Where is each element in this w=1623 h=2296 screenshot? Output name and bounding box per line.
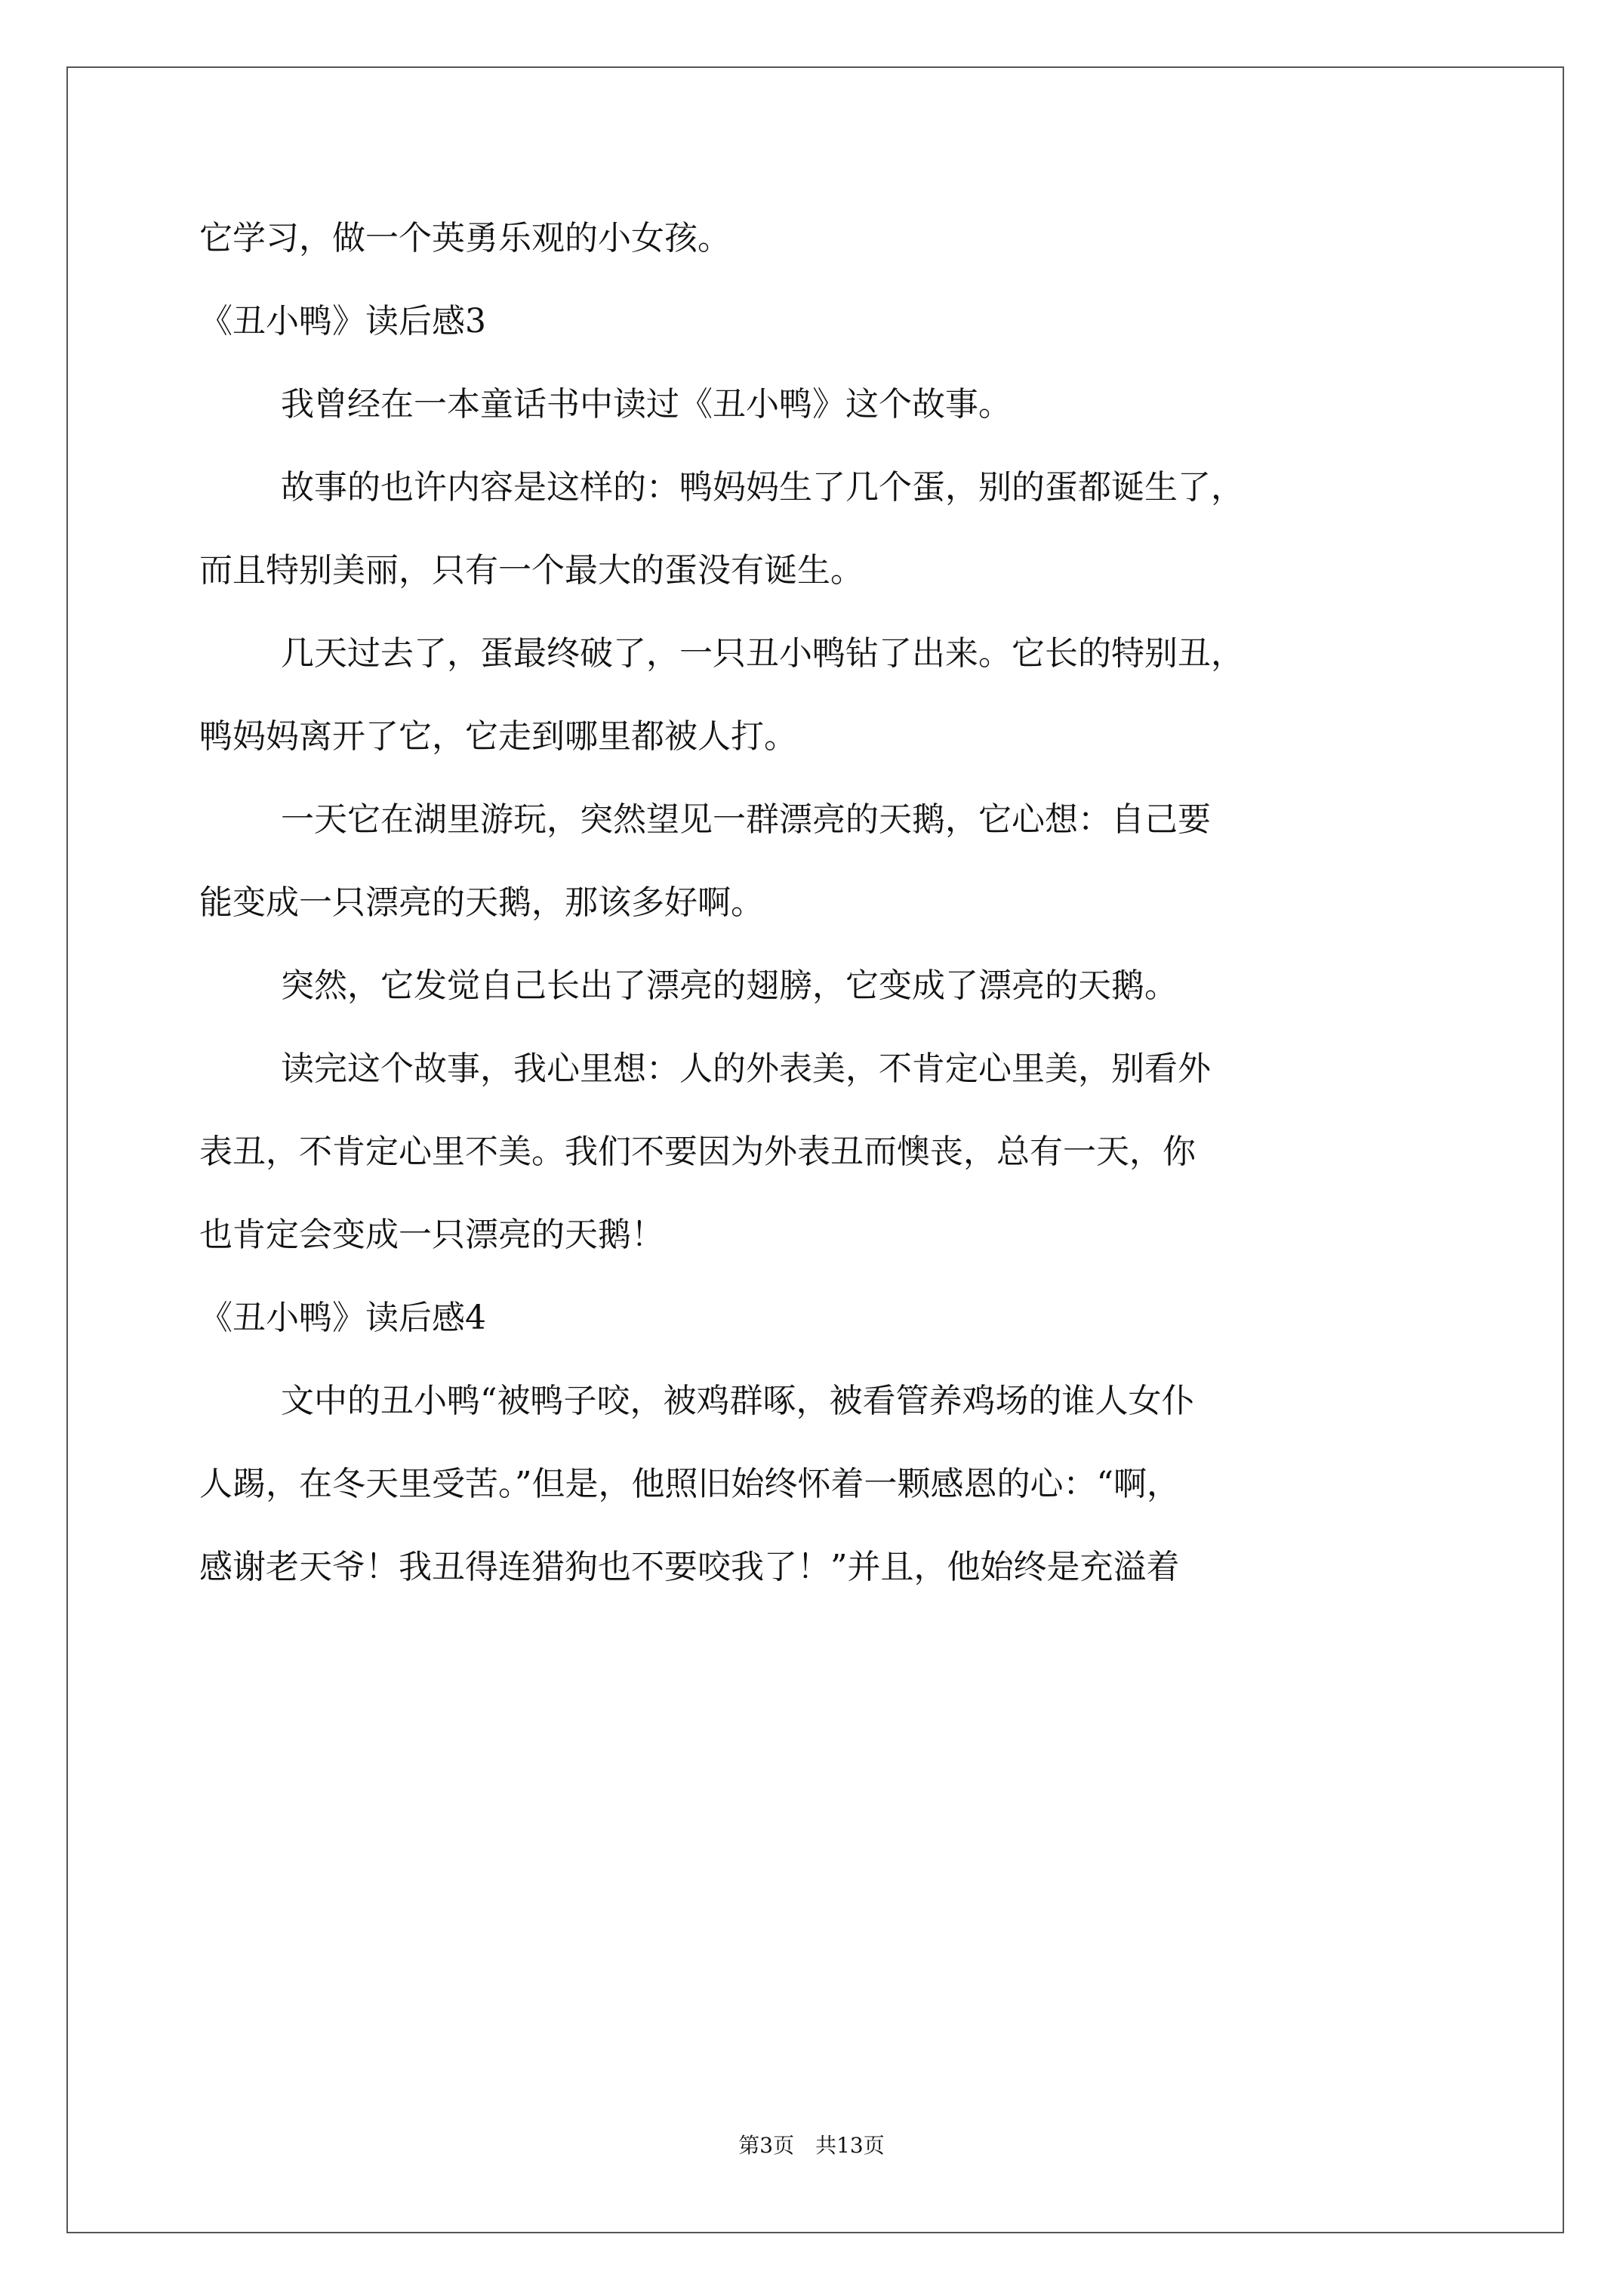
- text-line: 也肯定会变成一只漂亮的天鹅！: [199, 1216, 664, 1254]
- text-line: 读完这个故事，我心里想：人的外表美，不肯定心里美，别看外: [281, 1049, 1211, 1088]
- text-line: 我曾经在一本童话书中读过《丑小鸭》这个故事。: [281, 385, 1012, 424]
- text-line: 而且特别美丽，只有一个最大的蛋没有诞生。: [199, 551, 864, 590]
- text-line: 人踢，在冬天里受苦。”但是，他照旧始终怀着一颗感恩的心：“啊，: [199, 1465, 1180, 1503]
- text-line: 一天它在湖里游玩，突然望见一群漂亮的天鹅，它心想：自己要: [281, 800, 1211, 839]
- text-line: 文中的丑小鸭“被鸭子咬，被鸡群啄，被看管养鸡场的谁人女仆: [281, 1382, 1195, 1420]
- text-line: 感谢老天爷！我丑得连猎狗也不要咬我了！”并且，他始终是充溢着: [199, 1548, 1180, 1586]
- page-number: 第3页 共13页: [738, 2133, 885, 2158]
- section-heading: 《丑小鸭》读后感4: [199, 1299, 486, 1337]
- text-line: 它学习，做一个英勇乐观的小女孩。: [199, 219, 731, 257]
- document-body: [199, 219, 1498, 1631]
- text-line: 鸭妈妈离开了它，它走到哪里都被人打。: [199, 717, 797, 756]
- section-heading: 《丑小鸭》读后感3: [199, 302, 486, 341]
- text-line: 几天过去了，蛋最终破了，一只丑小鸭钻了出来。它长的特别丑，: [281, 634, 1244, 673]
- text-line: 能变成一只漂亮的天鹅，那该多好啊。: [199, 883, 764, 922]
- text-line: 表丑，不肯定心里不美。我们不要因为外表丑而懊丧，总有一天，你: [199, 1133, 1196, 1171]
- text-line: 突然，它发觉自己长出了漂亮的翅膀，它变成了漂亮的天鹅。: [281, 966, 1178, 1005]
- text-line: 故事的也许内容是这样的：鸭妈妈生了几个蛋，别的蛋都诞生了，: [281, 468, 1244, 507]
